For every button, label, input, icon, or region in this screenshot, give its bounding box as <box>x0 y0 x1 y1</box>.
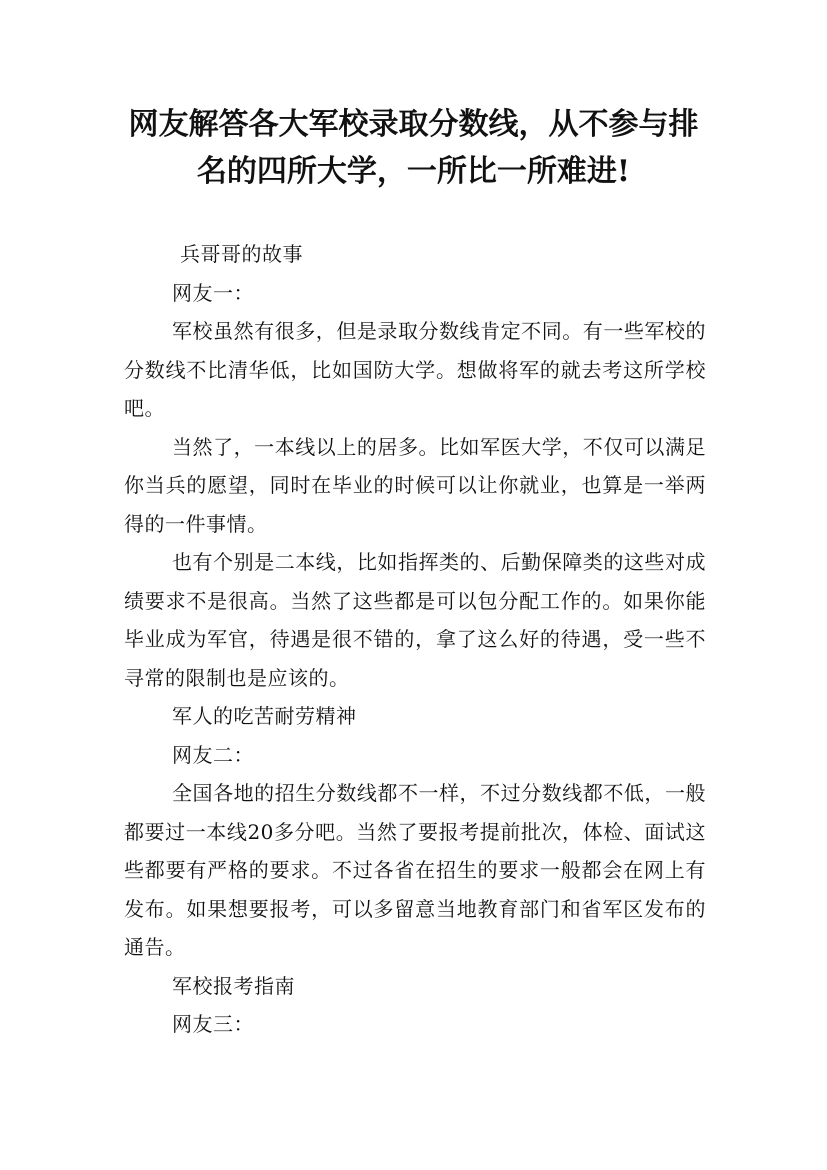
netizen-two-label: 网友二： <box>172 742 254 767</box>
paragraph-second-tier-line: 也有个别是二本线，比如指挥类的、后勤保障类的这些对成绩要求不是很高。当然了这些都是可以包分配工作的。如果你能毕业成为军官，待遇是很不错的，拿了这么好的待遇，受一些不寻常的限制也是应该的。 <box>124 550 706 690</box>
title-line-1: 网友解答各大军校录取分数线，从不参与排 <box>128 107 699 142</box>
document-title <box>110 101 717 195</box>
netizen-one-label: 网友一： <box>172 280 254 305</box>
section-heading-story: 兵哥哥的故事 <box>180 242 303 266</box>
paragraph-military-school-scores: 军校虽然有很多，但是录取分数线肯定不同。有一些军校的分数线不比清华低，比如国防大学。想做将军的就去考这所学校吧。 <box>124 319 706 420</box>
section-heading-hardship: 军人的吃苦耐劳精神 <box>172 704 357 728</box>
netizen-three-label: 网友三： <box>172 1012 254 1036</box>
section-heading-guide: 军校报考指南 <box>172 973 295 998</box>
document-body <box>124 235 706 1044</box>
paragraph-regional-scores: 全国各地的招生分数线都不一样，不过分数线都不低，一般都要过一本线20多分吧。当然了要报考提前批次，体检、面试这些都要有严格的要求。不过各省在招生的要求一般都会在网上有发布。如果想要报考，可以多留意当地教育部门和省军区发布的通告。 <box>124 781 706 959</box>
paragraph-first-tier-line: 当然了，一本线以上的居多。比如军医大学，不仅可以满足你当兵的愿望，同时在毕业的时候可以让你就业，也算是一举两得的一件事情。 <box>124 434 706 536</box>
title-line-2: 名的四所大学，一所比一所难进! <box>196 154 631 189</box>
